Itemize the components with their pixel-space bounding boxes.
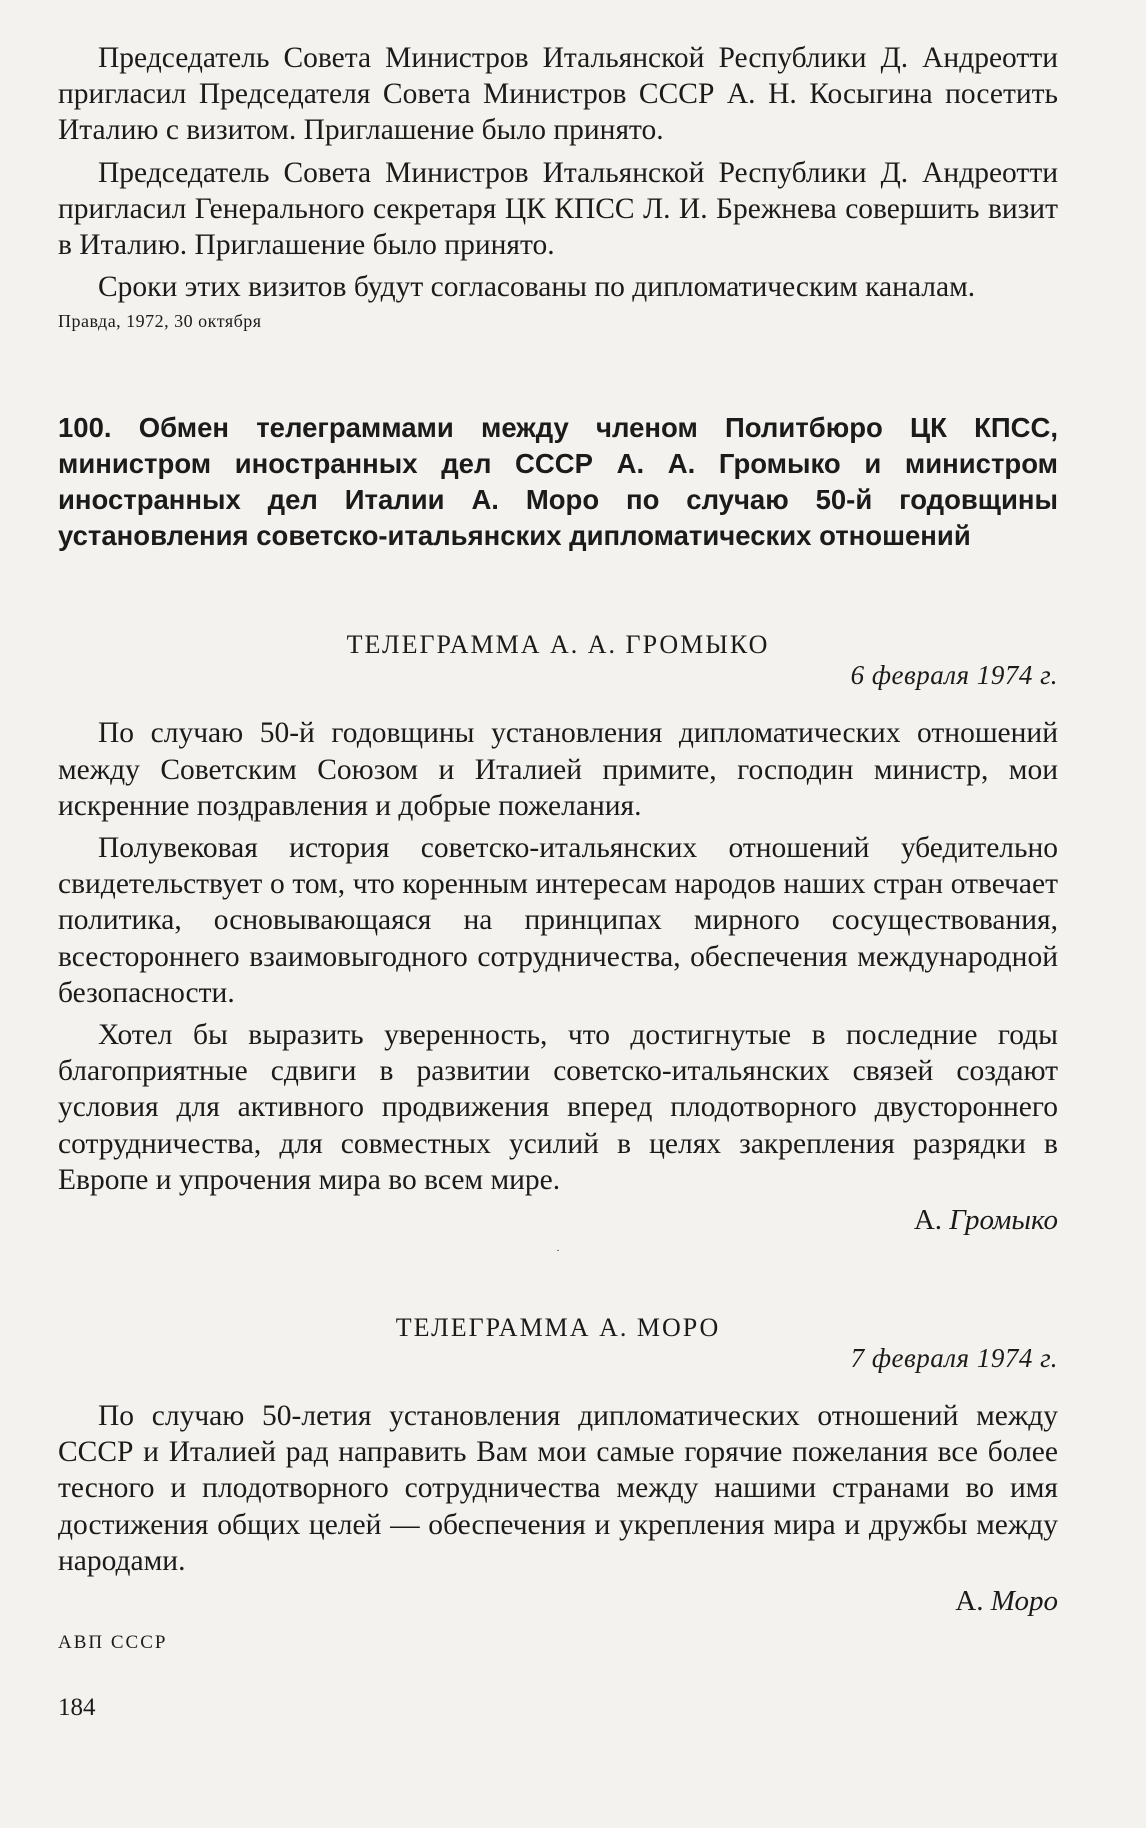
telegram-paragraph: Полувековая история советско-итальянских отношений убедительно свидетельствует о том, что коренным интересам народов наших стран отвечает политика, основывающаяся на принципах мирного сосуществования, всестороннего взаимовыгодного сотрудничества, обеспечения международной безопасности.	[58, 832, 1058, 1009]
document-heading: 100. Обмен телеграммами между членом Политбюро ЦК КПСС, министром иностранных дел СССР А. А. Громыко и министром иностранных дел Италии А. Моро по случаю 50-й годовщины установления советско-итальянских дипломатических отношений	[58, 412, 1058, 552]
signature-name: Громыко	[949, 1204, 1058, 1237]
signature-name: Моро	[990, 1585, 1058, 1618]
intro-paragraph: Сроки этих визитов будут согласованы по дипломатическим каналам.	[98, 271, 976, 304]
telegram-paragraph: По случаю 50-й годовщины установления дипломатических отношений между Советским Союзом и Италией примите, господин министр, мои искренние поздравления и добрые пожелания.	[58, 717, 1058, 822]
intro-paragraph: Председатель Совета Министров Итальянской Республики Д. Андреотти пригласил Председателя Совета Министров СССР А. Н. Косыгина посетить Италию с визитом. Приглашение было принято.	[58, 42, 1058, 147]
telegram-paragraph: По случаю 50-летия установления дипломатических отношений между СССР и Италией рад направить Вам мои самые горячие пожелания все более тесного и плодотворного сотрудничества между нашими странами во имя достижения общих целей — обеспечения и укрепления мира и дружбы между народами.	[58, 1400, 1058, 1577]
archive-reference: АВП СССР	[58, 1632, 168, 1654]
telegram-signature	[58, 1204, 1058, 1237]
signature-initial: А.	[913, 1204, 943, 1237]
telegram-date: 6 февраля 1974 г.	[850, 660, 1058, 691]
telegram-title: ТЕЛЕГРАММА А. МОРО	[395, 1313, 721, 1343]
signature-initial: А.	[955, 1585, 984, 1618]
telegram-date: 7 февраля 1974 г.	[850, 1343, 1058, 1374]
page-number: 184	[58, 1694, 96, 1722]
telegram-signature	[58, 1585, 1058, 1618]
telegram-paragraph: Хотел бы выразить уверенность, что достигнутые в последние годы благоприятные сдвиги в развитии советско-итальянских связей создают условия для активного продвижения вперед плодотворного двустороннего сотрудничества, для совместных усилий в целях закрепления разрядки в Европе и упрочения мира во всем мире.	[58, 1019, 1058, 1196]
intro-paragraph: Председатель Совета Министров Итальянской Республики Д. Андреотти пригласил Генерального секретаря ЦК КПСС Л. И. Брежнева совершить визит в Италию. Приглашение было принято.	[58, 156, 1058, 262]
telegram-title: ТЕЛЕГРАММА А. А. ГРОМЫКО	[346, 630, 770, 660]
source-citation: Правда, 1972, 30 октября	[58, 311, 262, 332]
separator-dot: ·	[556, 1246, 560, 1258]
